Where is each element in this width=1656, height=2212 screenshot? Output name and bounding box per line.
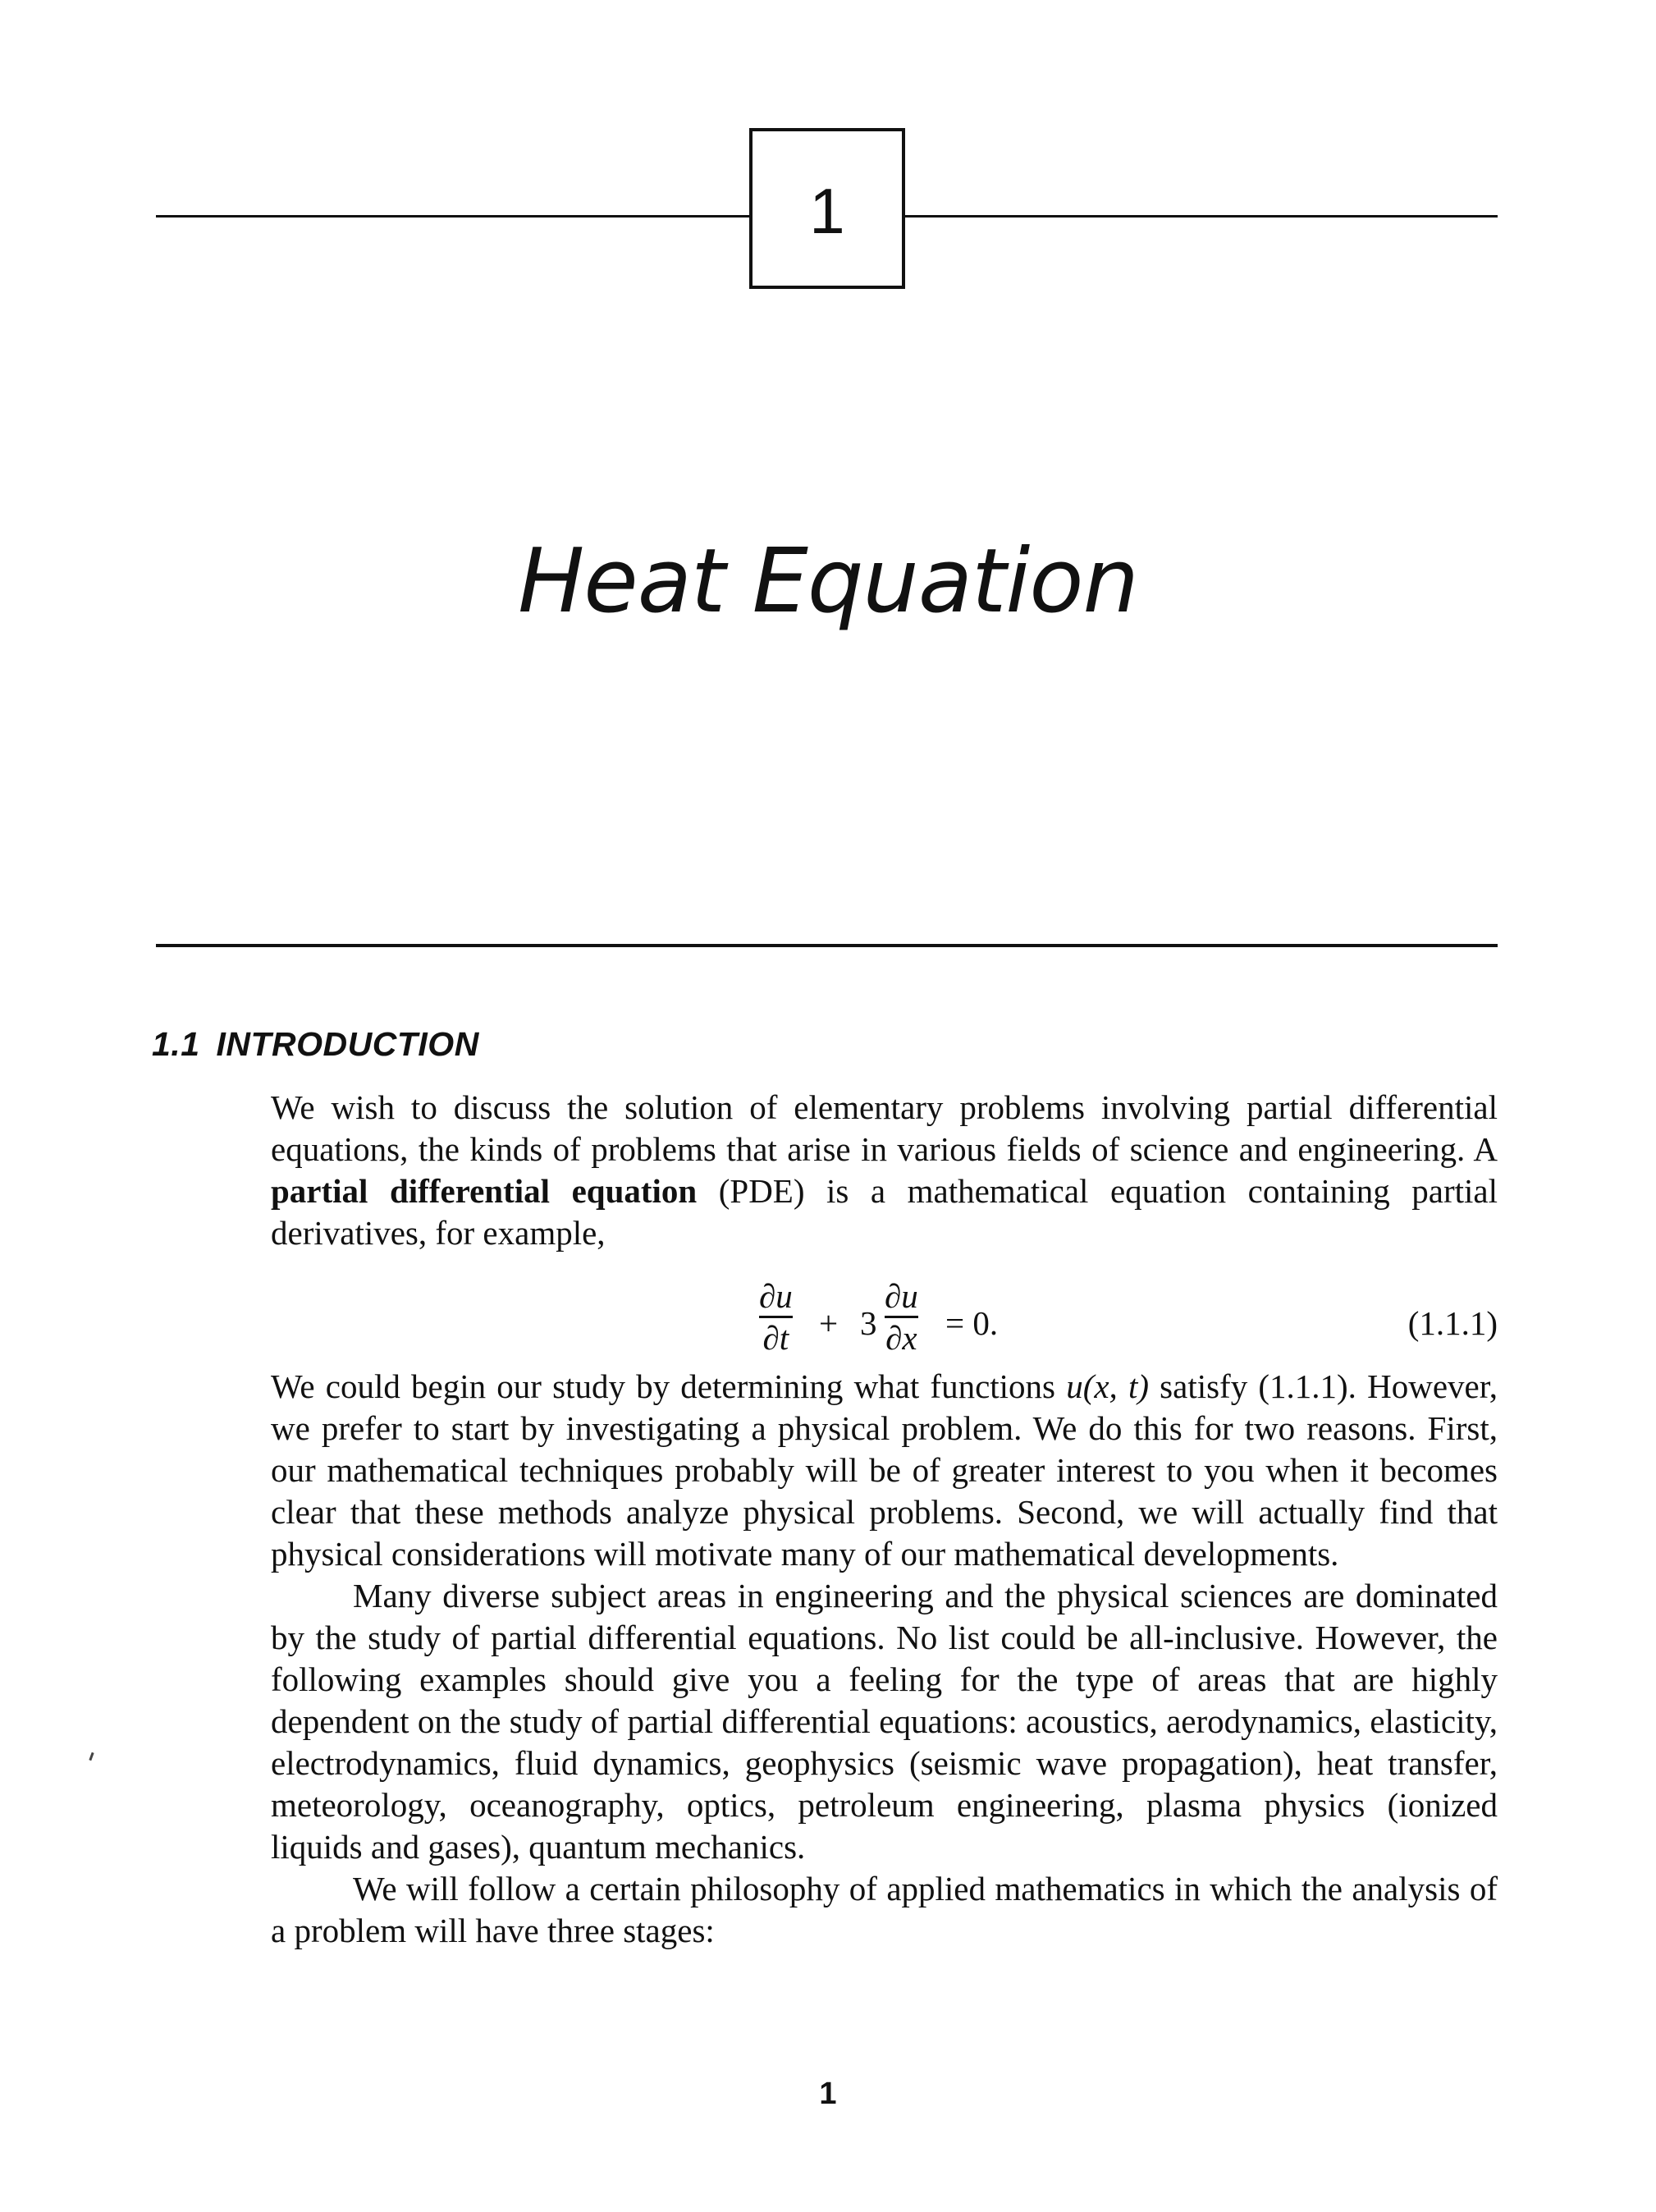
fraction-numerator: ∂u xyxy=(759,1277,793,1315)
plus-sign: + xyxy=(819,1304,839,1342)
fraction-du-dt xyxy=(759,1277,793,1357)
fraction-numerator: ∂u xyxy=(885,1277,918,1315)
chapter-rule-right xyxy=(905,215,1498,218)
intro-text-end: (PDE) is a mathematical equation containing partial derivatives, for example, xyxy=(271,1172,1498,1252)
function-u: u(x, t) xyxy=(1066,1367,1149,1405)
intro-text-start: We wish to discuss the solution of elementary problems involving partial differential equations, the kinds of problems that arise in various fields of science and engineering. A xyxy=(271,1088,1498,1168)
equation-rhs: = 0. xyxy=(945,1304,999,1342)
page-number: 1 xyxy=(819,2077,837,2111)
section-heading xyxy=(152,1025,479,1063)
motivation-text-start: We could begin our study by determining what functions xyxy=(271,1367,1067,1405)
fraction-denominator: ∂x xyxy=(885,1319,917,1357)
intro-paragraph xyxy=(271,1087,1498,1254)
paragraph-subject-areas: Many diverse subject areas in engineering and the physical sciences are dominated by the study of partial differential equations. No list could be all-inclusive. However, the following examples should give you a feeling for the type of areas that are highly dependent on the study of partial differential equations: acoustics, aerodynamics, elasticity, electrodynamics, fluid dynamics, geophysics (seismic wave propagation), heat transfer, meteorology, oceanography, optics, petroleum engineering, plasma physics (ionized liquids and gases), quantum mechanics. xyxy=(271,1577,1498,1866)
motivation-text-end: satisfy (1.1.1). However, we prefer to start by investigating a physical problem. We do this for two reasons. First, our mathematical techniques probably will be of greater interest to you when it becomes clear that these methods analyze physical problems. Second, we will actually find that physical considerations will motivate many of our mathematical developments. xyxy=(271,1367,1498,1573)
title-rule xyxy=(156,944,1498,947)
body-paragraphs xyxy=(271,1366,1498,1952)
chapter-rule-left xyxy=(156,215,749,218)
fraction-bar xyxy=(759,1316,793,1318)
fraction-denominator: ∂t xyxy=(762,1319,789,1357)
section-number: 1.1 xyxy=(152,1025,200,1063)
fraction-bar xyxy=(885,1316,918,1318)
paragraph-motivation xyxy=(271,1366,1498,1575)
chapter-number-box xyxy=(749,128,905,289)
fraction-du-dx xyxy=(885,1277,918,1357)
chapter-number: 1 xyxy=(809,175,845,247)
pde-term: partial differential equation xyxy=(271,1172,698,1210)
section-title: INTRODUCTION xyxy=(216,1025,479,1063)
equation-1-1-1 xyxy=(271,1274,1498,1366)
chapter-title: Heat Equation xyxy=(518,530,1138,633)
paragraph-philosophy: We will follow a certain philosophy of applied mathematics in which the analysis of a problem will have three stages: xyxy=(271,1870,1498,1949)
margin-mark xyxy=(89,1752,94,1761)
equation-label: (1.1.1) xyxy=(1407,1304,1498,1342)
coefficient: 3 xyxy=(860,1304,877,1342)
